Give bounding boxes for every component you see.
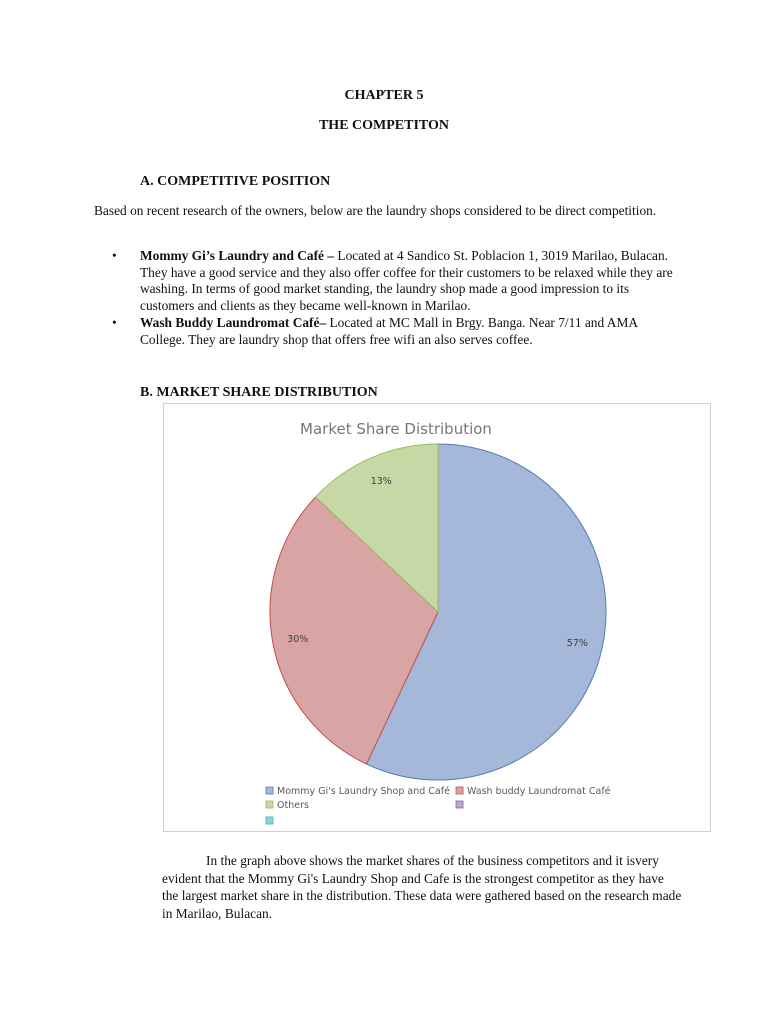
chapter-title: THE COMPETITON [318,118,450,133]
competitor-description: Located at MC Mall in Brgy. Banga. Near 7/11 and AMA College. They are laundry shop that offers free wifi an also serves coffee. [140,315,638,347]
section-a-title: A. COMPETITIVE POSITION [140,174,331,189]
pie-data-label: 57% [566,638,588,650]
pie-slices [270,444,606,780]
list-item [112,315,682,348]
legend-label: Others [277,800,309,811]
legend-swatch [266,787,273,794]
intro-paragraph: Based on recent research of the owners, below are the laundry shops considered to be direct competition. [94,203,657,218]
legend-swatch [456,801,463,808]
pie-data-label: 13% [370,475,392,487]
competitor-description: Located at 4 Sandico St. Poblacion 1, 3019 Marilao, Bulacan. They have a good service and they also offer coffee for their customers to be relaxed while they are washing. In terms of good market standing, the laundry shop made a good impression to its customers and clients as they became well-known in Marilao. [140,248,673,313]
section-b-title: B. MARKET SHARE DISTRIBUTION [140,385,378,400]
chart-legend [266,786,611,824]
competitor-name: Wash Buddy Laundromat Café– [140,315,327,330]
bullet-icon: • [112,248,117,263]
competitor-list [112,248,682,349]
chapter-number: CHAPTER 5 [344,88,424,103]
legend-label: Wash buddy Laundromat Café [467,786,611,797]
pie-data-label: 30% [287,633,309,645]
competitor-name: Mommy Gi’s Laundry and Café – [140,248,335,263]
legend-swatch [266,801,273,808]
chart-title: Market Share Distribution [300,420,492,438]
legend-swatch [456,787,463,794]
closing-text: In the graph above shows the market shares of the business competitors and it isvery evident that the Mommy Gi's Laundry Shop and Cafe is the strongest competitor as they have the largest market share in the distribution. These data were gathered based on the research made in Marilao, Bulacan. [162,853,682,921]
legend-label: Mommy Gi's Laundry Shop and Café [277,786,450,797]
pie-chart-svg [164,404,710,831]
bullet-icon: • [112,315,117,330]
legend-swatch [266,817,273,824]
closing-paragraph [162,852,682,922]
list-item [112,248,682,314]
market-share-chart [163,403,711,832]
